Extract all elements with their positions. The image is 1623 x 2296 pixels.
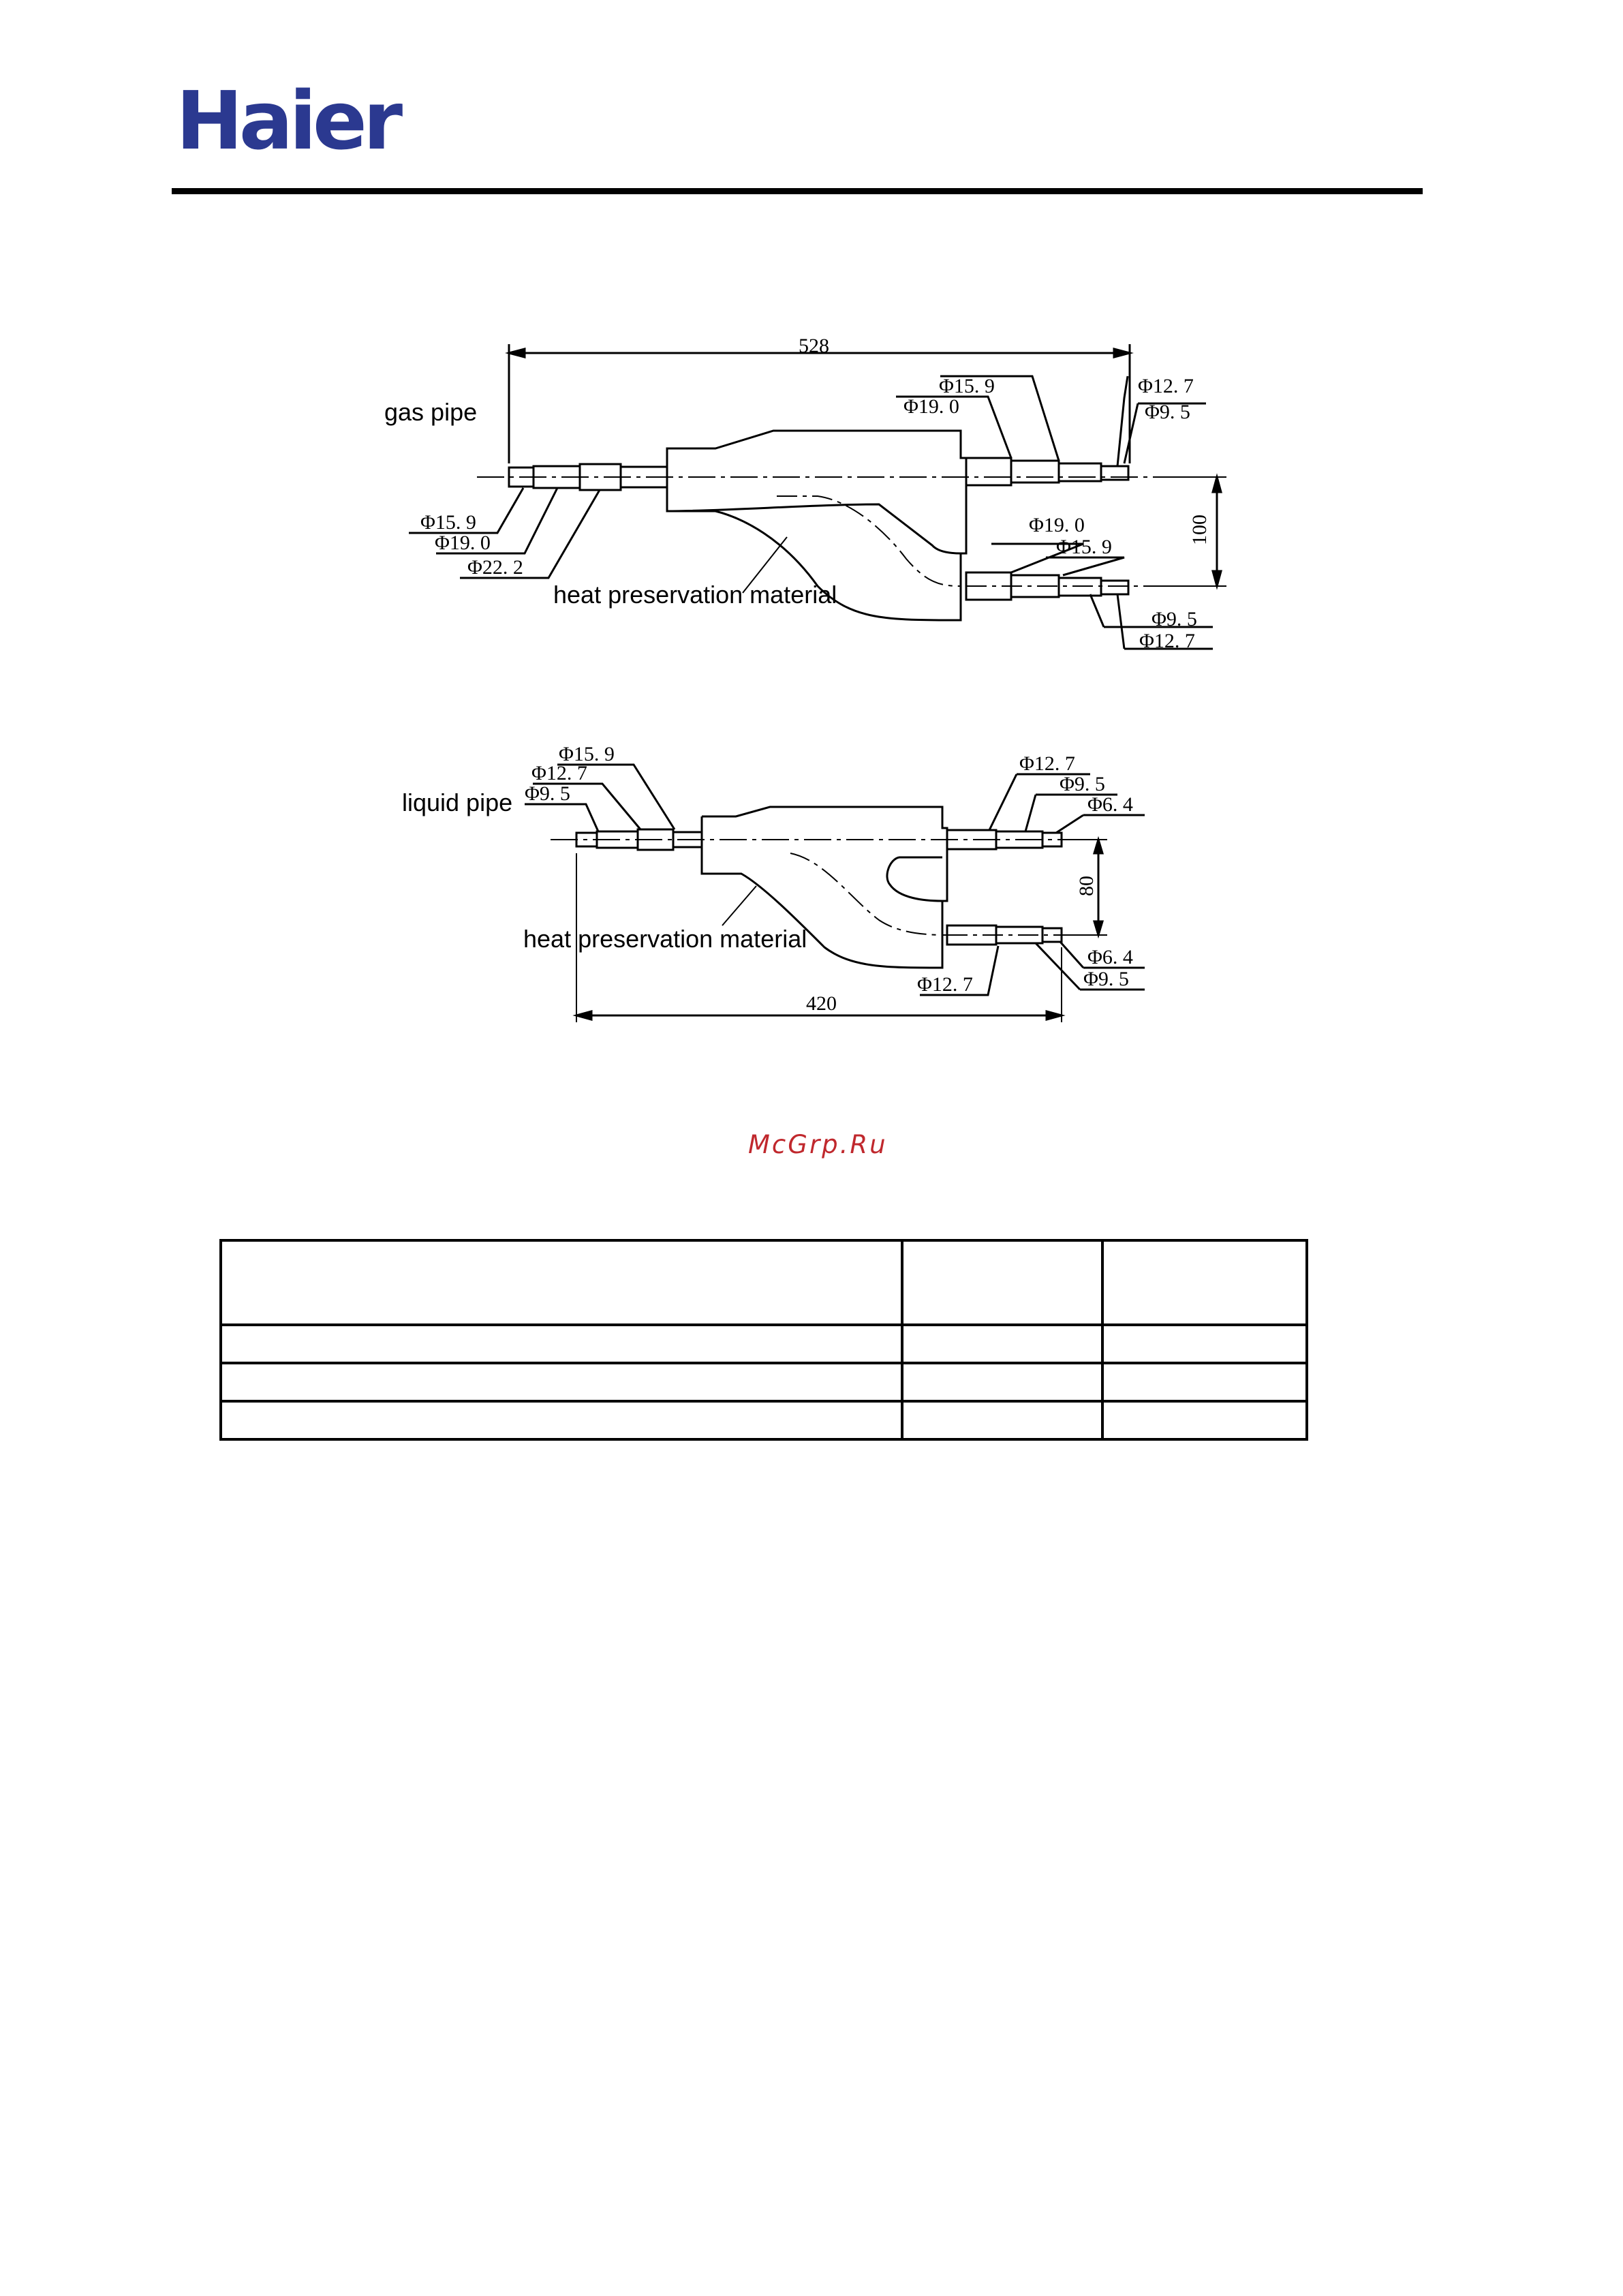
- table-cell: [221, 1325, 902, 1363]
- table-row: [221, 1325, 1307, 1363]
- table-cell: [902, 1325, 1102, 1363]
- table-cell: [1102, 1325, 1307, 1363]
- gas-left-dia-2: Φ19. 0: [435, 532, 491, 554]
- liquid-pipe-label: liquid pipe: [402, 789, 513, 816]
- spec-table: [219, 1239, 1308, 1441]
- liquid-left-dia-3: Φ9. 5: [525, 782, 570, 805]
- gas-pipe-label: gas pipe: [384, 398, 478, 426]
- liquid-lower-dia-3: Φ9. 5: [1083, 968, 1129, 990]
- liquid-pipe-diagram: [525, 765, 1145, 1022]
- gas-upper-dia-1: Φ15. 9: [939, 375, 995, 397]
- liquid-upper-dia-1: Φ12. 7: [1019, 752, 1075, 775]
- gas-lower-dia-3: Φ9. 5: [1151, 608, 1197, 630]
- gas-lower-dia-2: Φ15. 9: [1056, 536, 1112, 558]
- gas-lower-dia-4: Φ12. 7: [1139, 630, 1195, 652]
- gas-overall-length: 528: [799, 335, 829, 357]
- liquid-branch-spacing: 80: [1075, 876, 1098, 896]
- liquid-left-dia-1: Φ15. 9: [559, 743, 615, 765]
- table-cell: [221, 1401, 902, 1439]
- table-row: [221, 1363, 1307, 1401]
- liquid-upper-dia-2: Φ9. 5: [1060, 773, 1105, 795]
- gas-material-label: heat preservation material: [553, 581, 837, 609]
- gas-branch-spacing: 100: [1188, 515, 1211, 545]
- gas-upper-dia-4: Φ9. 5: [1145, 401, 1190, 423]
- haier-logo: Haier: [176, 74, 399, 168]
- liquid-left-dia-2: Φ12. 7: [531, 762, 587, 784]
- liquid-upper-dia-3: Φ6. 4: [1087, 793, 1133, 816]
- table-cell: [1102, 1401, 1307, 1439]
- table-cell: [1102, 1363, 1307, 1401]
- table-row: [221, 1401, 1307, 1439]
- table-cell: [902, 1240, 1102, 1325]
- table-cell: [221, 1240, 902, 1325]
- liquid-lower-dia-1: Φ6. 4: [1087, 946, 1133, 968]
- liquid-overall-length: 420: [806, 992, 837, 1015]
- table-cell: [1102, 1240, 1307, 1325]
- table-cell: [902, 1401, 1102, 1439]
- liquid-material-label: heat preservation material: [523, 925, 807, 953]
- gas-left-dia-3: Φ22. 2: [467, 556, 523, 579]
- table-row: [221, 1240, 1307, 1325]
- gas-upper-dia-3: Φ12. 7: [1138, 375, 1194, 397]
- gas-upper-dia-2: Φ19. 0: [903, 395, 959, 418]
- gas-lower-dia-1: Φ19. 0: [1029, 514, 1085, 536]
- watermark: McGrp.Ru: [748, 1130, 888, 1159]
- liquid-lower-dia-2: Φ12. 7: [917, 973, 973, 996]
- table-cell: [902, 1363, 1102, 1401]
- pipe-diagrams: [0, 0, 1623, 1090]
- gas-left-dia-1: Φ15. 9: [420, 511, 476, 534]
- table-cell: [221, 1363, 902, 1401]
